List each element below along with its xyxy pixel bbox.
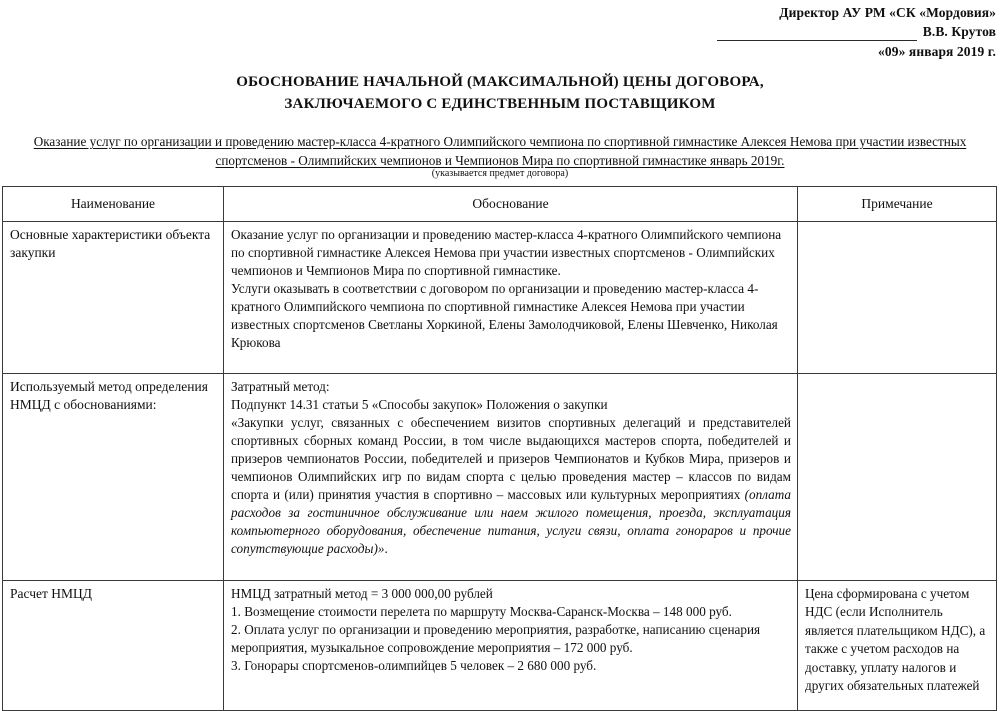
- table-row: [3, 581, 997, 711]
- approval-date: «09» января 2019 г.: [878, 44, 996, 60]
- regulation-quote: [231, 414, 791, 558]
- calculation-item: 1. Возмещение стоимости перелета по маршруту Москва-Саранск-Москва – 148 000 руб.: [231, 603, 732, 619]
- column-header-note: Примечание: [798, 187, 997, 222]
- signature-rule: [717, 27, 917, 41]
- calculation-heading: НМЦД затратный метод = 3 000 000,00 рублей: [231, 586, 493, 601]
- row-note-object-characteristics: [798, 222, 997, 374]
- table-row: [3, 374, 997, 581]
- approver-organization: Директор АУ РМ «СК «Мордовия»: [779, 5, 996, 20]
- paragraph: Подпункт 14.31 статьи 5 «Способы закупок» Положения о закупки: [231, 396, 608, 412]
- document-title-line-2: ЗАКЛЮЧАЕМОГО С ЕДИНСТВЕННЫМ ПОСТАВЩИКОМ: [284, 95, 716, 112]
- contract-subject: Оказание услуг по организации и проведению мастер-класса 4-кратного Олимпийского чемпиона по спортивной гимнастике Алексея Немова при участии известных спортсменов - Олимпийских чемпионов и Чемпионов Мира по спортивной гимнастике январь 2019г.: [33, 134, 967, 168]
- approval-header: [636, 4, 996, 61]
- quote-tail-run: .: [384, 540, 388, 556]
- column-header-name: Наименование: [3, 187, 224, 222]
- row-label-price-calculation: Расчет НМЦД: [3, 581, 224, 711]
- row-content-price-calculation: [224, 581, 798, 711]
- signature-row: [636, 23, 996, 41]
- row-content-pricing-method: [224, 374, 798, 581]
- calculation-item: 2. Оплата услуг по организации и проведению мероприятия, разработке, написанию сценария мероприятия, музыкальное сопровождение мероприятия – 172 000 руб.: [231, 621, 761, 655]
- paragraph: Затратный метод:: [231, 379, 330, 394]
- quote-regular-run: «Закупки услуг, связанных с обеспечением визитов спортивных делегаций и представителей спортивных сборных команд России, в том числе выдающихся мастеров спорта, победителей и призеров чемпионатов России, победителей и призеров Чемпионатов и Кубков Мира, призеров и чемпионов Олимпийских игр по видам спорта с целью проведения мастер – классов по видам спорта и (или) принятия участия в спортивно – массовых или культурных мероприятиях: [231, 414, 791, 502]
- table-row: [3, 222, 997, 374]
- contract-subject-note: (указывается предмет договора): [431, 168, 569, 179]
- paragraph: Оказание услуг по организации и проведению мастер-класса 4-кратного Олимпийского чемпиона по спортивной гимнастике Алексея Немова при участии известных спортсменов - Олимпийских чемпионов и Чемпионов Мира по спортивной гимнастике.: [231, 227, 782, 278]
- column-header-justification: Обоснование: [224, 187, 798, 222]
- row-label-pricing-method: Используемый метод определения НМЦД с обоснованиями:: [3, 374, 224, 581]
- document-title-line-1: ОБОСНОВАНИЕ НАЧАЛЬНОЙ (МАКСИМАЛЬНОЙ) ЦЕНЫ ДОГОВОРА,: [236, 74, 764, 90]
- table-header-row: [3, 187, 997, 222]
- paragraph: Услуги оказывать в соответствии с договором по организации и проведению мастер-класса 4-кратного Олимпийского чемпиона по спортивной гимнастике Алексея Немова при участии известных спортсменов Светланы Хоркиной, Елены Замолодчиковой, Елены Шевченко, Николая Крюкова: [231, 280, 778, 350]
- row-note-pricing-method: [798, 374, 997, 581]
- approver-name: В.В. Крутов: [922, 24, 996, 40]
- row-label-object-characteristics: Основные характеристики объекта закупки: [3, 222, 224, 374]
- row-content-object-characteristics: [224, 222, 798, 374]
- document-title: [0, 72, 1000, 116]
- row-note-price-calculation: Цена сформирована с учетом НДС (если Исполнитель является плательщиком НДС), а также с учетом расходов на доставку, уплату налогов и других обязательных платежей: [798, 581, 997, 711]
- calculation-item: 3. Гонорары спортсменов-олимпийцев 5 человек – 2 680 000 руб.: [231, 657, 597, 673]
- quote-italic-run: (оплата расходов за гостиничное обслуживание или наем жилого помещения, проезда, эксплуатация компьютерного оборудования, обеспечение питания, услуги связи, оплата гонораров и прочие сопутствующие расходы)»: [231, 486, 791, 556]
- justification-table: [2, 186, 997, 711]
